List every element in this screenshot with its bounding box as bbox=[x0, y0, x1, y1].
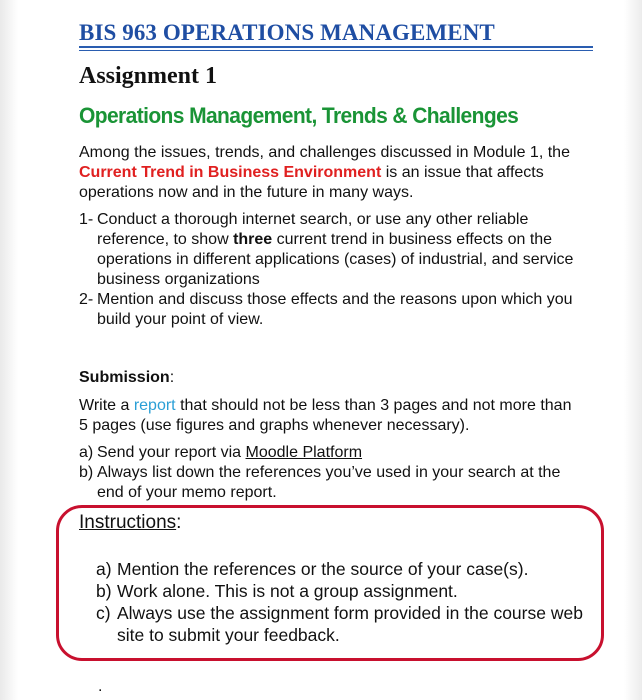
submission-steps bbox=[79, 443, 579, 503]
topic-heading: Operations Management, Trends & Challenges bbox=[79, 104, 519, 129]
instruction-item bbox=[96, 602, 586, 646]
step-marker: a) bbox=[79, 444, 94, 461]
instruction-marker: c) bbox=[96, 603, 111, 623]
task-item bbox=[79, 210, 579, 290]
instructions-label: Instructions bbox=[79, 512, 177, 533]
report-link[interactable]: report bbox=[133, 397, 176, 414]
task-text-after: current trend in business effects on the operations in different applications (cases) of industrial, and service business organizations bbox=[97, 231, 574, 288]
task-item bbox=[79, 290, 579, 330]
step-marker: b) bbox=[79, 464, 94, 481]
stray-mark: . bbox=[98, 678, 103, 695]
assignment-heading: Assignment 1 bbox=[79, 63, 218, 89]
submission-label-suffix: : bbox=[169, 369, 175, 386]
intro-text-after: is an issue that affects operations now and in the future in many ways. bbox=[79, 164, 544, 201]
instruction-text: Mention the references or the source of your case(s). bbox=[117, 559, 529, 579]
submission-step bbox=[79, 463, 579, 503]
submission-heading bbox=[79, 368, 174, 388]
page-edge-right bbox=[624, 0, 642, 700]
submission-step bbox=[79, 443, 579, 463]
submission-text-before: Write a bbox=[79, 397, 134, 414]
task-bold-word: three bbox=[233, 231, 273, 248]
title-underline-secondary bbox=[79, 50, 593, 51]
page-edge-left bbox=[0, 0, 18, 700]
step-text-before: Send your report via bbox=[97, 444, 246, 461]
instructions-label-suffix: : bbox=[176, 512, 182, 533]
task-number: 2- bbox=[79, 291, 94, 308]
title-underline bbox=[79, 46, 593, 48]
instruction-marker: b) bbox=[96, 581, 112, 601]
instructions-heading bbox=[79, 512, 181, 534]
moodle-platform-link[interactable]: Moodle Platform bbox=[245, 444, 363, 461]
instruction-text: Always use the assignment form provided in the course web site to submit your feedback. bbox=[117, 603, 583, 645]
task-text-before: Conduct a thorough internet search, or use any other reliable reference, to show bbox=[97, 211, 529, 248]
instruction-item bbox=[96, 580, 586, 602]
step-text: Always list down the references you’ve used in your search at the end of your memo report. bbox=[97, 464, 561, 501]
intro-highlight: Current Trend in Business Environment bbox=[79, 164, 382, 181]
task-text: Mention and discuss those effects and the reasons upon which you build your point of view. bbox=[97, 291, 573, 328]
task-number: 1- bbox=[79, 211, 94, 228]
instruction-text: Work alone. This is not a group assignment. bbox=[117, 581, 458, 601]
submission-label: Submission bbox=[79, 369, 170, 386]
instruction-marker: a) bbox=[96, 559, 112, 579]
submission-paragraph bbox=[79, 396, 579, 436]
submission-text-after: that should not be less than 3 pages and not more than 5 pages (use figures and graphs whenever necessary). bbox=[79, 397, 572, 434]
task-list bbox=[79, 210, 579, 330]
course-title: BIS 963 OPERATIONS MANAGEMENT bbox=[79, 20, 495, 45]
instructions-list bbox=[96, 558, 586, 646]
instruction-item bbox=[96, 558, 586, 580]
intro-text-before: Among the issues, trends, and challenges discussed in Module 1, the bbox=[79, 144, 570, 161]
intro-paragraph bbox=[79, 143, 579, 203]
